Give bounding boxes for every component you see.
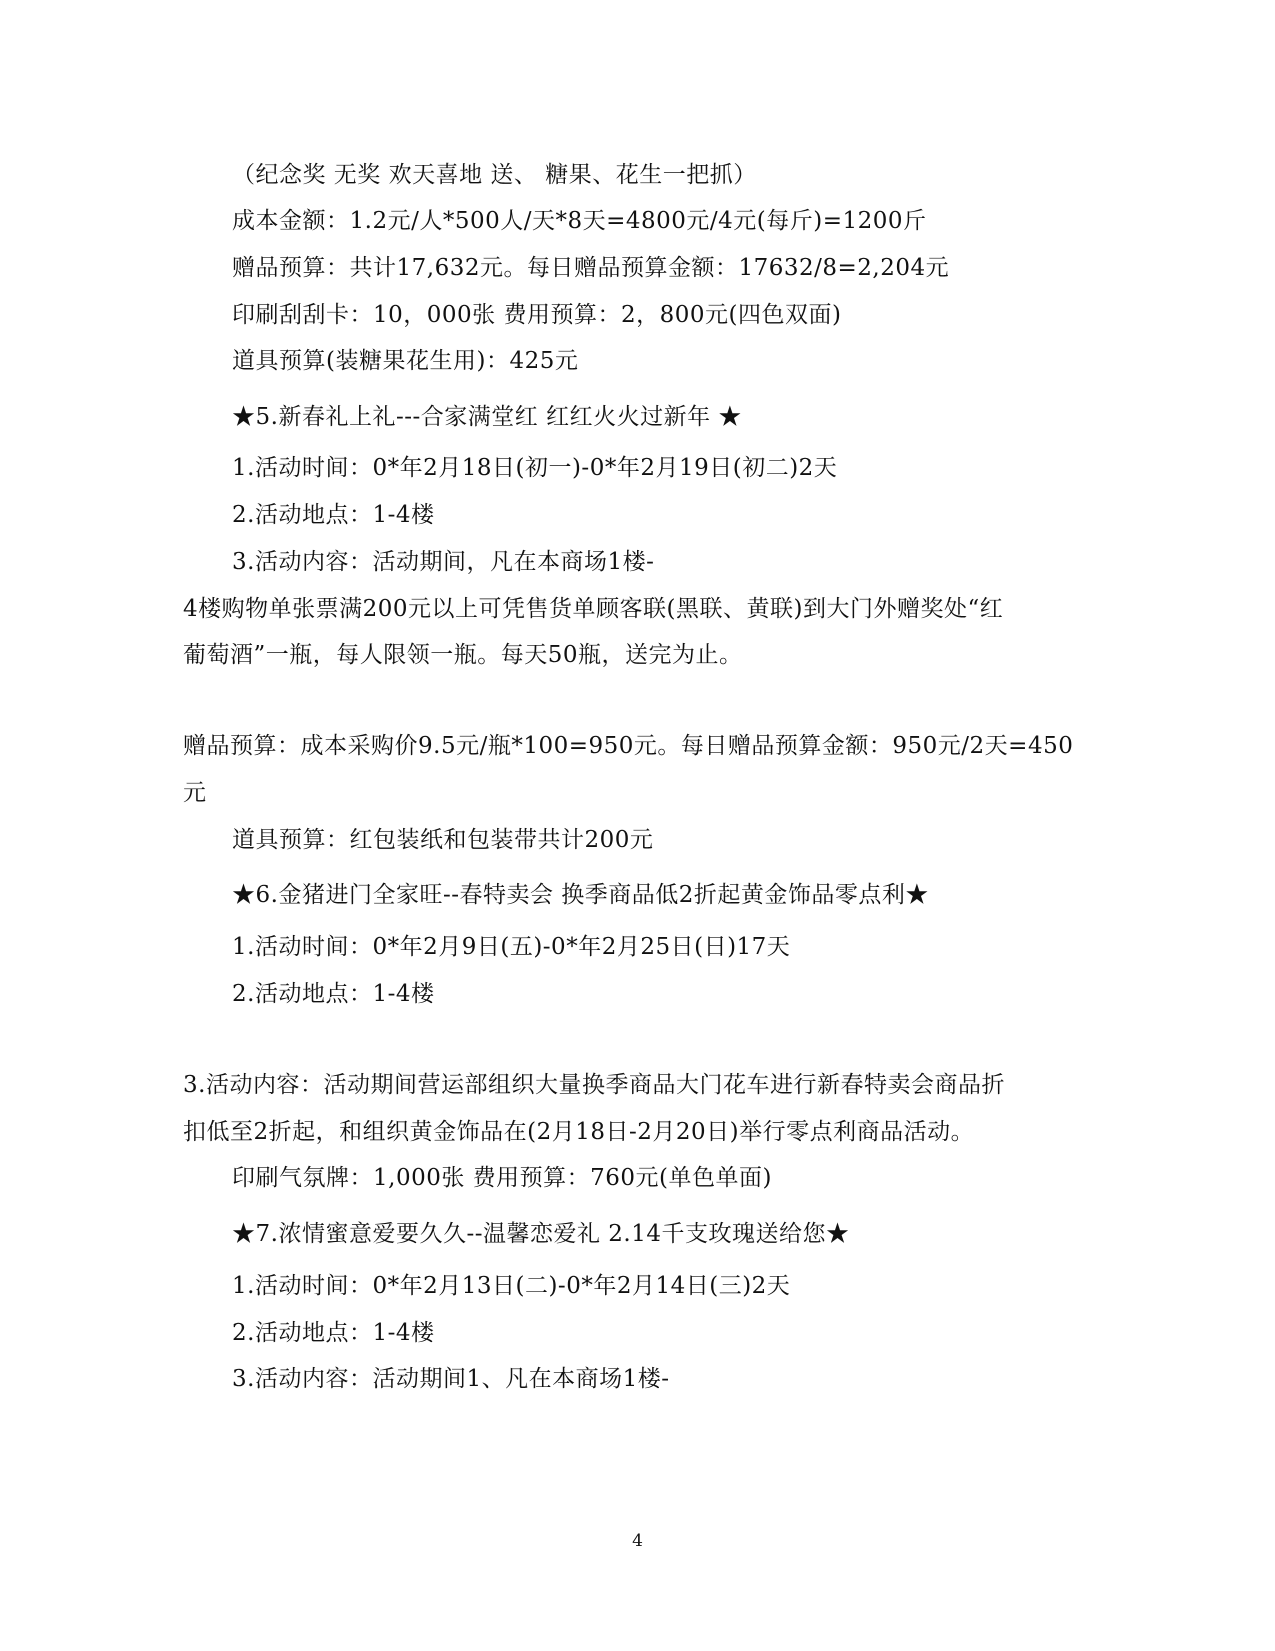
text-line-activity-time: 1.活动时间：0*年2月13日(二)-0*年2月14日(三)2天 (232, 1273, 791, 1299)
text-line-activity-time: 1.活动时间：0*年2月18日(初一)-0*年2月19日(初二)2天 (232, 455, 838, 481)
text-line-activity-location: 2.活动地点：1-4楼 (232, 502, 435, 528)
text-line-activity-time: 1.活动时间：0*年2月9日(五)-0*年2月25日(日)17天 (232, 934, 791, 960)
text-line-activity-content: 3.活动内容：活动期间营运部组织大量换季商品大门花车进行新春特卖会商品折 (183, 1072, 1005, 1098)
text-line-activity-content: 3.活动内容：活动期间，凡在本商场1楼- (232, 549, 655, 575)
text-line-scratch-card: 印刷刮刮卡：10，000张 费用预算：2，800元(四色双面) (232, 302, 842, 328)
text-line-atmosphere-board: 印刷气氛牌：1,000张 费用预算：760元(单色单面) (232, 1165, 773, 1191)
text-line-cost-amount: 成本金额：1.2元/人*500人/天*8天=4800元/4元(每斤)=1200斤 (232, 208, 927, 234)
text-line-souvenir-prize: （纪念奖 无奖 欢天喜地 送、 糖果、花生一把抓） (232, 162, 757, 188)
section-heading-5: ★5.新春礼上礼---合家满堂红 红红火火过新年 ★ (232, 404, 742, 430)
page-number: 4 (632, 1531, 643, 1551)
section-heading-7: ★7.浓情蜜意爱要久久--温馨恋爱礼 2.14千支玫瑰送给您★ (232, 1221, 850, 1247)
text-line-activity-location: 2.活动地点：1-4楼 (232, 981, 435, 1007)
text-line-activity-location: 2.活动地点：1-4楼 (232, 1320, 435, 1346)
text-line-gift-budget-wine: 赠品预算：成本采购价9.5元/瓶*100=950元。每日赠品预算金额：950元/2天=450 (183, 733, 1074, 759)
text-line-red-wine: 葡萄酒”一瓶，每人限领一瓶。每天50瓶，送完为止。 (183, 642, 743, 668)
text-line-activity-content-cont: 扣低至2折起，和组织黄金饰品在(2月18日-2月20日)举行零点利商品活动。 (183, 1119, 975, 1145)
section-heading-6: ★6.金猪进门全家旺--春特卖会 换季商品低2折起黄金饰品零点利★ (232, 882, 929, 908)
text-line-activity-content: 3.活动内容：活动期间1、凡在本商场1楼- (232, 1366, 670, 1392)
text-line-prop-budget: 道具预算(装糖果花生用)：425元 (232, 348, 579, 374)
text-line-gift-budget: 赠品预算：共计17,632元。每日赠品预算金额：17632/8=2,204元 (232, 255, 950, 281)
text-line-activity-content-cont: 4楼购物单张票满200元以上可凭售货单顾客联(黑联、黄联)到大门外赠奖处“红 (183, 596, 1004, 622)
text-line-prop-budget-wrap: 道具预算：红包装纸和包装带共计200元 (232, 827, 654, 853)
text-line-yuan: 元 (183, 780, 207, 806)
